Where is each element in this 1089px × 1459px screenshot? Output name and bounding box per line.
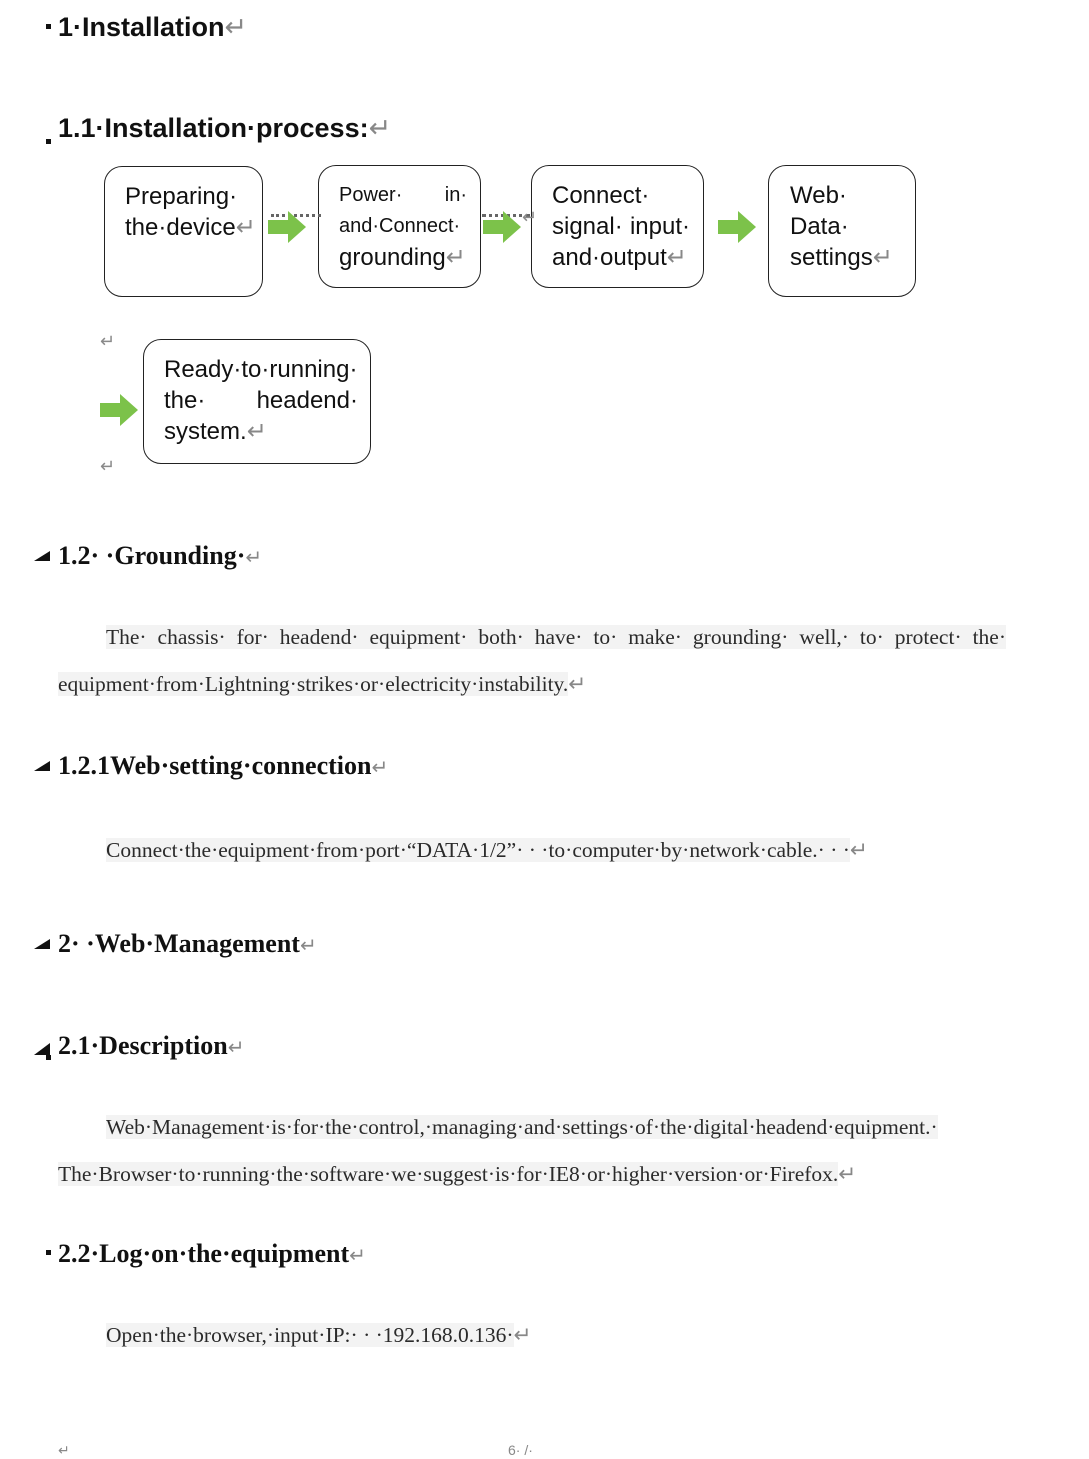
footer-paragraph-mark: ↵	[58, 1442, 70, 1458]
paragraph-mark: ↵	[368, 113, 392, 143]
paragraph-mark: ↵	[245, 547, 263, 569]
collapse-triangle-icon[interactable]	[34, 551, 50, 561]
web-connection-paragraph	[106, 838, 868, 862]
paragraph-mark: ↵	[666, 244, 687, 271]
heading-marker	[46, 24, 51, 29]
heading-grounding	[58, 541, 262, 571]
heading-marker	[46, 1250, 51, 1255]
paragraph-mark: ↵	[224, 12, 248, 42]
collapse-triangle-icon[interactable]	[34, 939, 50, 949]
paragraph-mark: ↵	[872, 244, 893, 271]
flow-step-line: and·Connect·	[339, 215, 461, 237]
flow-step-line: settings	[790, 244, 873, 271]
paragraph-mark: ↵	[246, 418, 267, 445]
flow-step-line: Connect·	[552, 182, 650, 209]
paragraph-line: The· chassis· for· headend· equipment· both· have· to· make· grounding· well,· to· protect· the·	[106, 625, 1006, 649]
heading-description	[58, 1031, 244, 1061]
heading-text: 1.2· ·Grounding·	[58, 541, 246, 570]
paragraph-mark: ↵	[299, 935, 317, 957]
flow-step-line: and·output	[552, 244, 667, 271]
paragraph-mark: ↵	[235, 214, 256, 241]
paragraph-mark: ↵	[522, 207, 538, 227]
arrow-right-icon	[100, 394, 138, 426]
flow-step-line: signal· input·	[552, 213, 690, 240]
arrow-right-icon	[718, 211, 756, 243]
paragraph-mark: ↵	[227, 1037, 245, 1059]
paragraph-mark: ↵	[100, 331, 116, 351]
arrow-right-icon	[268, 211, 306, 243]
flow-step-line: grounding	[339, 244, 446, 271]
heading-web-management	[58, 929, 317, 959]
heading-installation	[58, 12, 247, 43]
flow-step-line: Power· in·	[339, 184, 467, 206]
flow-step-preparing	[104, 166, 263, 297]
flow-step-line: system.	[164, 418, 247, 445]
heading-web-setting-connection	[58, 751, 388, 781]
flow-step-line: Web·	[790, 182, 847, 209]
flow-step-ready	[143, 339, 371, 464]
flow-step-line: the· headend·	[164, 387, 358, 414]
paragraph-line: Open·the·browser,·input·IP:· · ·192.168.0.136·	[106, 1323, 514, 1347]
heading-text: 2.1·Description	[58, 1031, 228, 1060]
paragraph-mark: ↵	[568, 672, 587, 696]
paragraph-mark: ↵	[838, 1162, 857, 1186]
heading-marker	[46, 1055, 51, 1060]
heading-text: 1·Installation	[58, 12, 225, 42]
heading-text: 2· ·Web·Management	[58, 929, 300, 958]
paragraph-line: The·Browser·to·running·the·software·we·suggest·is·for·IE8·or·higher·version·or·Firefox.	[58, 1162, 839, 1186]
flow-step-line: Preparing·	[125, 183, 238, 210]
flow-step-line: Ready·to·running·	[164, 356, 358, 383]
flow-step-power	[318, 165, 481, 288]
heading-installation-process	[58, 113, 391, 144]
paragraph-mark: ↵	[513, 1323, 532, 1347]
paragraph-mark: ↵	[100, 456, 116, 476]
flow-step-line: Data·	[790, 213, 849, 240]
heading-text: 1.1·Installation·process:	[58, 113, 369, 143]
grounding-paragraph	[106, 625, 1006, 649]
collapse-triangle-icon[interactable]	[34, 1043, 50, 1055]
paragraph-mark: ↵	[349, 1245, 366, 1267]
paragraph-mark: ↵	[849, 838, 868, 862]
paragraph-line: equipment·from·Lightning·strikes·or·electricity·instability.	[58, 672, 569, 696]
heading-text: 1.2.1Web·setting·connection	[58, 751, 372, 780]
logon-paragraph	[106, 1323, 532, 1347]
description-paragraph	[106, 1115, 938, 1139]
paragraph-mark: ↵	[371, 757, 389, 779]
heading-log-on	[58, 1239, 366, 1269]
heading-text: 2.2·Log·on·the·equipment	[58, 1239, 350, 1268]
flow-step-web-data	[768, 165, 916, 297]
heading-marker	[46, 139, 51, 144]
arrow-right-icon	[483, 211, 521, 243]
grounding-paragraph-cont	[58, 672, 586, 696]
flow-step-connect	[531, 165, 704, 288]
page-number: 6· /·	[508, 1442, 533, 1458]
paragraph-line: Connect·the·equipment·from·port·“DATA·1/2”· · ·to·computer·by·network·cable.· · ·	[106, 838, 850, 862]
paragraph-line: Web·Management·is·for·the·control,·managing·and·settings·of·the·digital·headend·equipment.·	[106, 1115, 938, 1139]
description-paragraph-cont	[58, 1162, 856, 1186]
paragraph-mark: ↵	[445, 244, 466, 271]
flow-step-line: the·device	[125, 214, 236, 241]
collapse-triangle-icon[interactable]	[34, 761, 50, 771]
